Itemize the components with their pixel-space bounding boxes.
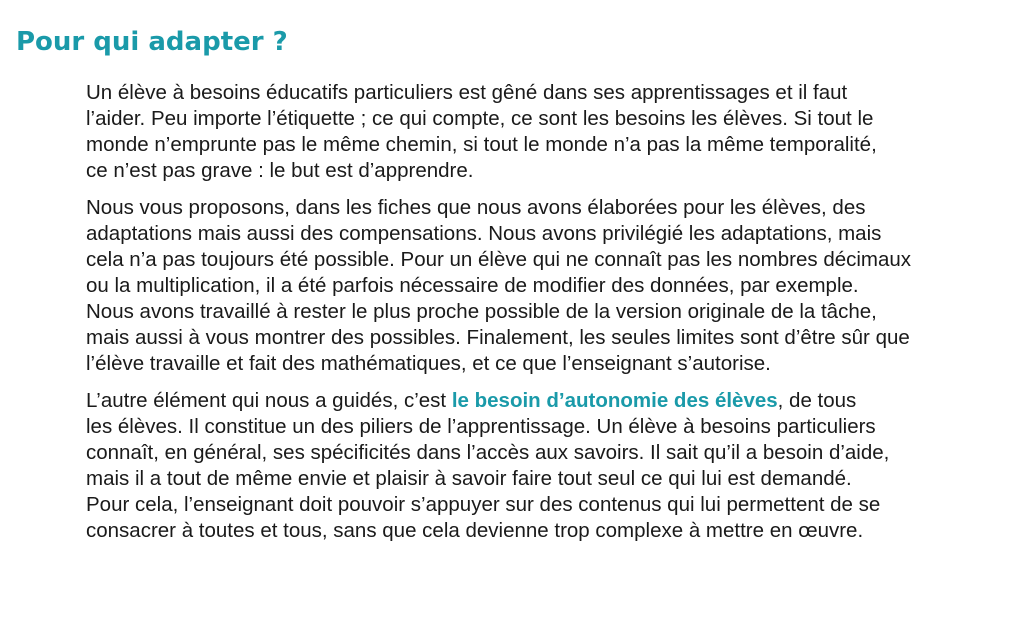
text-line: ou la multiplication, il a été parfois nécessaire de modifier des données, par exemple. xyxy=(86,274,859,297)
text-line: l’élève travaille et fait des mathématiques, et ce que l’enseignant s’autorise. xyxy=(86,352,771,375)
paragraph-2 xyxy=(86,195,1014,377)
text-line: Nous avons travaillé à rester le plus proche possible de la version originale de la tâche, xyxy=(86,300,877,323)
text-run: , de tous xyxy=(777,389,857,412)
paragraph-1 xyxy=(86,80,1014,184)
text-line: connaît, en général, ses spécificités dans l’accès aux savoirs. Il sait qu’il a besoin d’aide, xyxy=(86,441,890,464)
text-line: adaptations mais aussi des compensations. Nous avons privilégié les adaptations, mais xyxy=(86,222,882,245)
text-line-with-emphasis xyxy=(86,388,1014,414)
text-run: L’autre élément qui nous a guidés, c’est xyxy=(86,389,452,412)
text-line: mais il a tout de même envie et plaisir à savoir faire tout seul ce qui lui est demandé. xyxy=(86,467,852,490)
text-line: cela n’a pas toujours été possible. Pour un élève qui ne connaît pas les nombres décimaux xyxy=(86,248,912,271)
text-line: l’aider. Peu importe l’étiquette ; ce qui compte, ce sont les besoins les élèves. Si tout le xyxy=(86,107,874,130)
text-line: ce n’est pas grave : le but est d’apprendre. xyxy=(86,159,474,182)
section-heading: Pour qui adapter ? xyxy=(16,27,288,57)
text-line: Pour cela, l’enseignant doit pouvoir s’appuyer sur des contenus qui lui permettent de se xyxy=(86,493,881,516)
text-line: Nous vous proposons, dans les fiches que nous avons élaborées pour les élèves, des xyxy=(86,196,866,219)
text-line: monde n’emprunte pas le même chemin, si tout le monde n’a pas la même temporalité, xyxy=(86,133,877,156)
emphasis-text: le besoin d’autonomie des élèves xyxy=(451,389,778,412)
text-line: mais aussi à vous montrer des possibles. Finalement, les seules limites sont d’être sûr que xyxy=(86,326,910,349)
text-line: consacrer à toutes et tous, sans que cela devienne trop complexe à mettre en œuvre. xyxy=(86,519,864,542)
paragraph-3 xyxy=(86,388,1014,544)
text-line: Un élève à besoins éducatifs particuliers est gêné dans ses apprentissages et il faut xyxy=(86,81,848,104)
text-line: les élèves. Il constitue un des piliers de l’apprentissage. Un élève à besoins particuliers xyxy=(86,415,876,438)
body-text xyxy=(86,80,1014,555)
